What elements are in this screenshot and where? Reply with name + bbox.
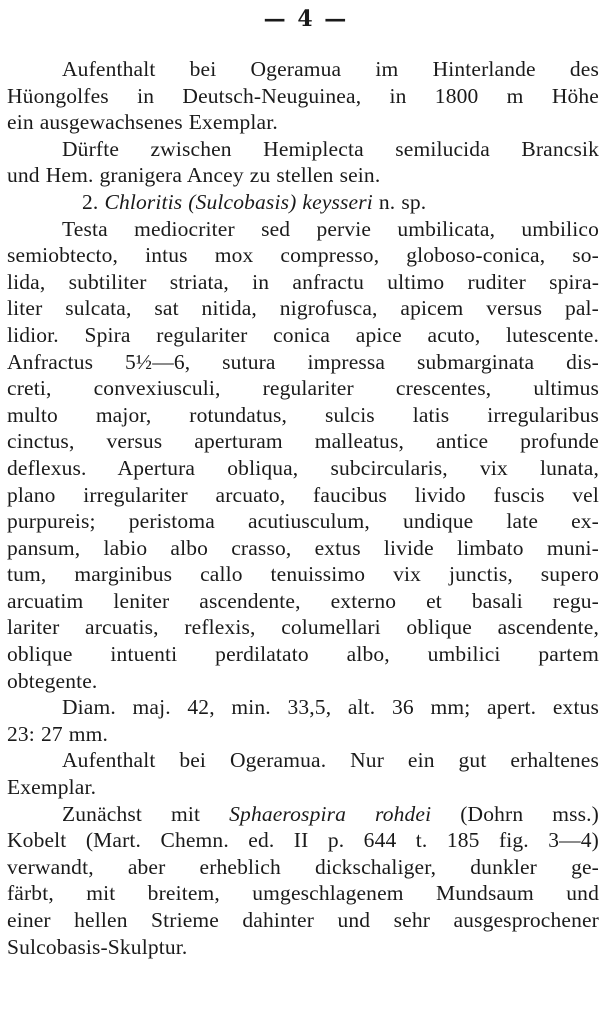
measurements-line: Diam. maj. 42, min. 33,5, alt. 36 mm; apert. extus xyxy=(62,695,599,720)
description-line: cinctus, versus aperturam malleatus, antice profunde xyxy=(7,429,599,454)
description-line: pansum, labio albo crasso, extus livide limbato muni- xyxy=(7,535,599,560)
comparison-line: Kobelt (Mart. Chemn. ed. II p. 644 t. 185 fig. 3—4) xyxy=(7,828,599,853)
description-line: lariter arcuatis, reflexis, columellari oblique ascendente, xyxy=(7,615,599,640)
description-line: purpureis; peristoma acutiusculum, undique late ex- xyxy=(7,509,599,534)
paragraph-2-line: Dürfte zwischen Hemiplecta semilucida Brancsik xyxy=(62,136,599,161)
comparison-species: Sphaerospira rohdei xyxy=(229,801,432,826)
comparison-line xyxy=(7,801,599,828)
description-line: tum, marginibus callo tenuissimo vix junctis, supero xyxy=(7,562,599,587)
description-line: obtegente. xyxy=(7,668,98,693)
comparison-line: verwandt, aber erheblich dickschaliger, dunkler ge- xyxy=(7,854,599,879)
paragraph-1-line: Aufenthalt bei Ogeramua im Hinterlande des xyxy=(62,57,599,81)
description-line: multo major, rotundatus, sulcis latis irregularibus xyxy=(7,402,599,427)
description-line: semiobtecto, intus mox compresso, globoso-conica, so- xyxy=(7,243,599,268)
description-line: Testa mediocriter sed pervie umbilicata, umbilico xyxy=(62,216,599,241)
description-line: arcuatim leniter ascendente, externo et basali regu- xyxy=(7,588,599,613)
paragraph-2-line: und Hem. granigera Ancey zu stellen sein. xyxy=(7,163,381,188)
paragraph-1-line: Hüongolfes in Deutsch-Neuguinea, in 1800 m Höhe xyxy=(7,83,599,108)
species-suffix: n. sp. xyxy=(378,189,427,214)
measurements-line: 23: 27 mm. xyxy=(7,721,109,746)
locality-line: Aufenthalt bei Ogeramua. Nur ein gut erhaltenes xyxy=(62,748,599,773)
body-text xyxy=(7,56,599,960)
description-line: lidior. Spira regulariter conica apice acuto, lutescente. xyxy=(7,322,599,347)
comparison-post: (Dohrn mss.) xyxy=(460,801,599,826)
locality-line: Exemplar. xyxy=(7,775,97,800)
comparison-line: einer hellen Strieme dahinter und sehr ausgesprochener xyxy=(7,908,599,932)
description-line: Anfractus 5½—6, sutura impressa submarginata dis- xyxy=(7,349,599,374)
comparison-line: färbt, mit breitem, umgeschlagenem Mundsaum und xyxy=(7,881,599,906)
page-number: — 4 — xyxy=(263,6,349,32)
description-line: creti, convexiusculi, regulariter crescentes, ultimus xyxy=(7,376,599,401)
paragraph-1-line: ein ausgewachsenes Exemplar. xyxy=(7,110,278,135)
species-name: Chloritis (Sulcobasis) keysseri xyxy=(104,189,373,214)
comparison-pre: Zunächst mit xyxy=(62,801,201,826)
species-heading xyxy=(7,189,599,216)
description-line: lida, subtiliter striata, in anfractu ultimo ruditer spira- xyxy=(7,269,599,294)
description-line: oblique intuenti perdilatato albo, umbilici partem xyxy=(7,642,599,667)
description-line: plano irregulariter arcuato, faucibus livido fuscis vel xyxy=(7,482,599,507)
comparison-line: Sulcobasis-Skulptur. xyxy=(7,934,188,959)
species-number: 2. xyxy=(82,189,99,214)
description-line: deflexus. Apertura obliqua, subcircularis, vix lunata, xyxy=(7,455,599,480)
description-line: liter sulcata, sat nitida, nigrofusca, apicem versus pal- xyxy=(7,296,599,321)
